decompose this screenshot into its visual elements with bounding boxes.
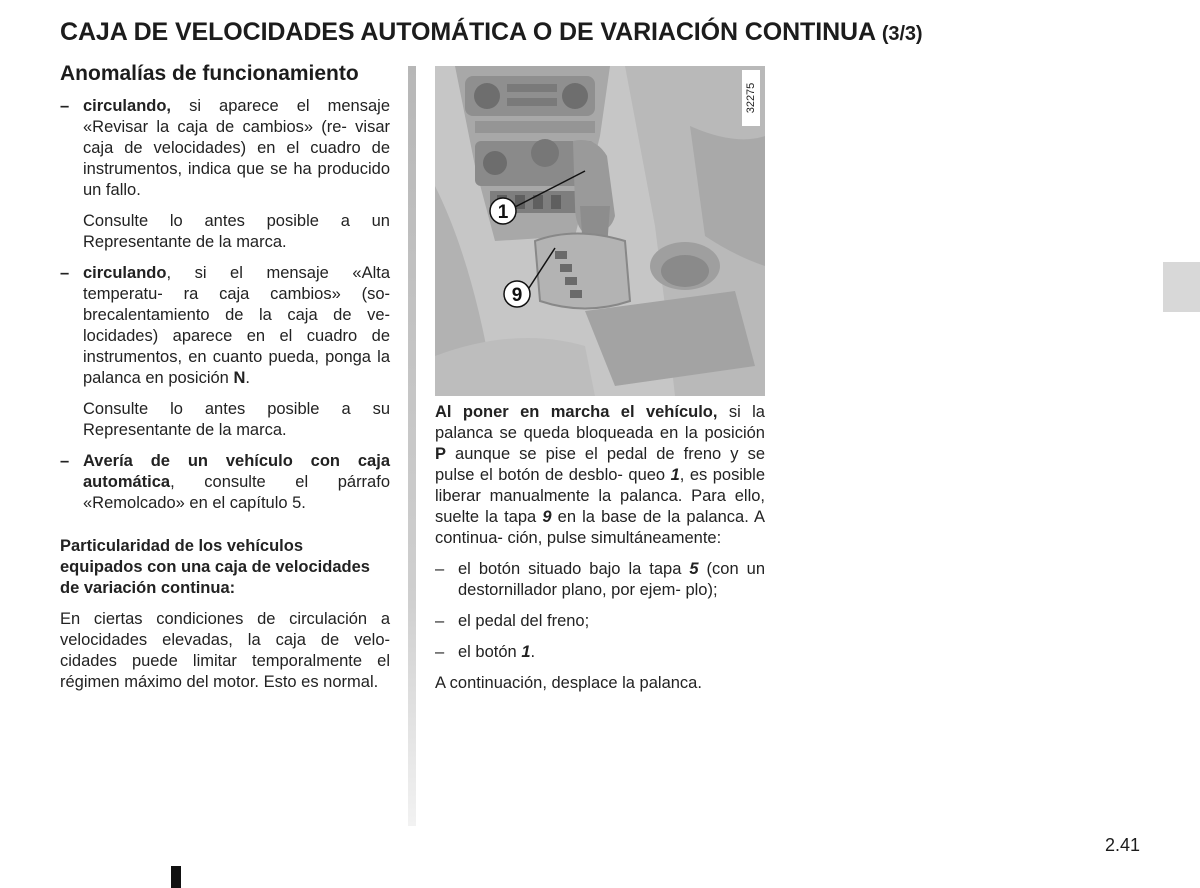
left-column (60, 96, 390, 703)
item-body: si aparece el mensaje «Revisar la caja de cambios» (re- visar caja de velocidades) en el cuadro de instrumentos, indica que se ha producido un fallo. (83, 97, 390, 199)
ref-1: 1 (670, 466, 680, 484)
callout-9: 9 (511, 285, 523, 306)
page-title-text: CAJA DE VELOCIDADES AUTOMÁTICA O DE VARIACIÓN CONTINUA (60, 18, 875, 46)
middle-column (435, 402, 765, 704)
subheading: Particularidad de los vehículos equipados con una caja de velocidades de variación continua: (60, 537, 370, 597)
chapter-tab (1163, 262, 1200, 312)
page-title (60, 18, 922, 47)
item-lead: circulando (83, 264, 167, 282)
item-lead: Avería de un vehículo con caja automática (83, 452, 390, 491)
page-number: 2.41 (1105, 835, 1141, 855)
item-body: el botón (458, 643, 522, 661)
dash-marker: – (60, 97, 70, 115)
console-illustration (435, 66, 765, 396)
item-body: . (530, 643, 536, 661)
list-item (435, 559, 765, 601)
intro-lead: Al poner en marcha el vehículo, (435, 403, 718, 421)
list-item (435, 611, 765, 632)
gear-lever-photo (435, 66, 765, 396)
intro-text: , es posible liberar manualmente la palanca. Para ello, suelte la tapa (435, 466, 766, 526)
crop-mark (171, 866, 181, 888)
list-item (435, 642, 765, 663)
dash-marker: – (60, 452, 70, 470)
list-item (60, 263, 390, 389)
dash-marker: – (435, 643, 445, 661)
item-body: (con un destornillador plano, por ejem- plo); (458, 560, 765, 599)
list-item-text (458, 559, 765, 601)
list-item-text (458, 642, 765, 663)
closing-paragraph: A continuación, desplace la palanca. (435, 674, 702, 692)
dash-marker: – (435, 612, 445, 630)
item-body: el botón situado bajo la tapa (458, 560, 690, 578)
list-item-text (83, 96, 390, 201)
item-body: , consulte el párrafo «Remolcado» en el capítulo 5. (83, 473, 390, 512)
gear-position: N (233, 369, 246, 387)
item-body-end: . (245, 369, 250, 387)
paragraph: En ciertas condiciones de circulación a velocidades elevadas, la caja de velo- cidades puede limitar temporalmente el régimen máximo del motor. Esto es normal. (60, 610, 390, 691)
intro-text: aunque se pise el pedal de freno y se pulse el botón de desblo- queo (435, 445, 765, 484)
list-item (60, 451, 390, 514)
list-item-text (83, 451, 390, 514)
item-body: , si el mensaje «Alta temperatu- ra caja cambios» (so- brecalentamiento de la caja de ve- locidades) aparece en el cuadro de instrumentos, en cuanto pueda, ponga la palanca en posición (83, 264, 390, 387)
ref-9: 9 (542, 508, 552, 526)
item-note: Consulte lo antes posible a un Representante de la marca. (83, 212, 390, 251)
intro-text: en la base de la palanca. A continua- ción, pulse simultáneamente: (435, 508, 765, 547)
list-item-text: el pedal del freno; (458, 612, 590, 630)
item-note: Consulte lo antes posible a su Representante de la marca. (83, 400, 390, 439)
section-heading: Anomalías de funcionamiento (60, 62, 359, 85)
dash-marker: – (60, 264, 70, 282)
page-title-suffix: (3/3) (881, 23, 923, 45)
item-lead: circulando, (83, 97, 172, 115)
figure-code-box (742, 70, 760, 126)
gear-position: P (435, 445, 447, 463)
ref-1: 1 (521, 643, 531, 661)
ref-5: 5 (689, 560, 699, 578)
intro-text: si la palanca se queda bloqueada en la posición (435, 403, 765, 442)
intro-paragraph (435, 402, 765, 549)
callout-1: 1 (497, 202, 509, 223)
list-item (60, 96, 390, 201)
column-divider (408, 66, 416, 826)
dash-marker: – (435, 560, 445, 578)
figure-code: 32275 (745, 82, 757, 114)
list-item-text (83, 263, 390, 389)
